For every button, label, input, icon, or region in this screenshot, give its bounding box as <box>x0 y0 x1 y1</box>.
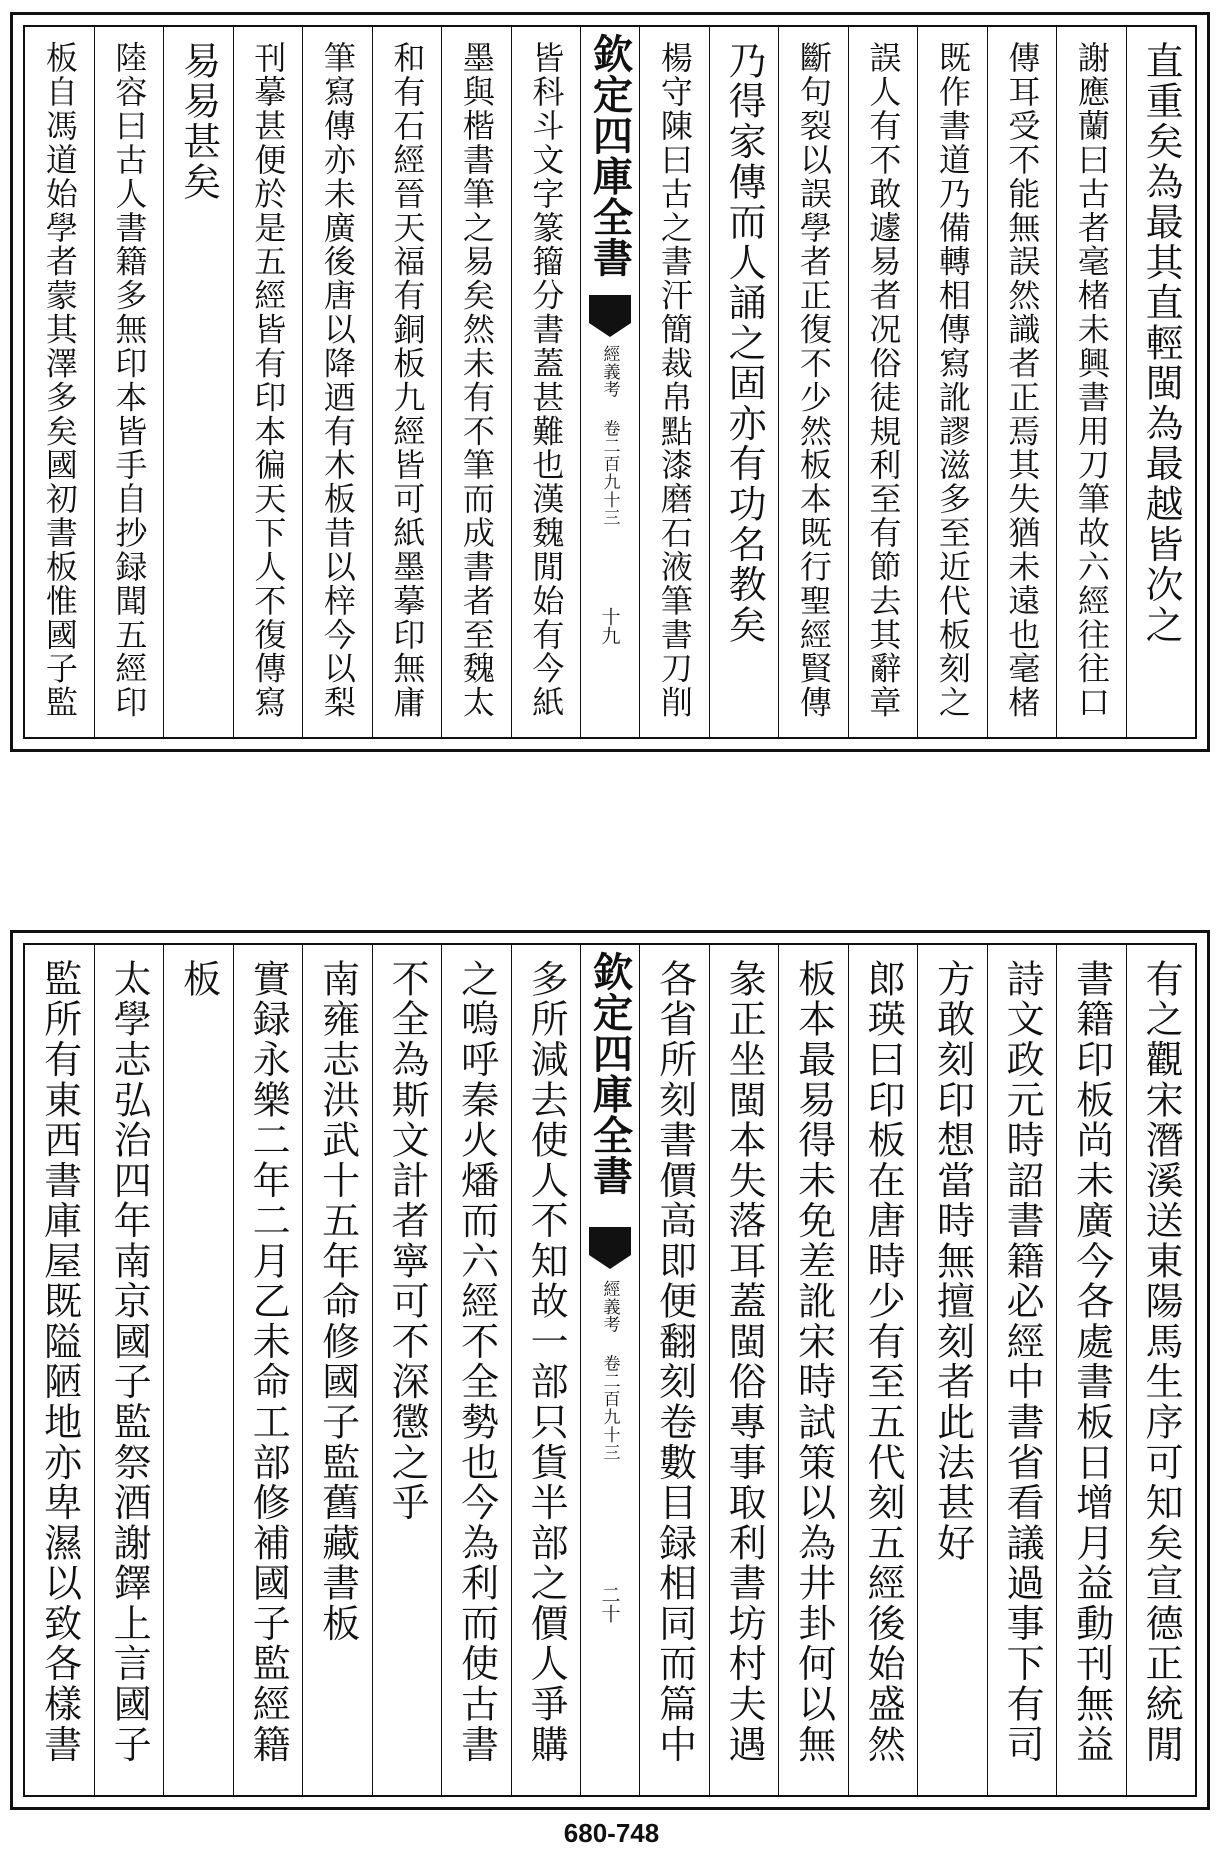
column-text: 墨與楷書筆之易矣然未有不筆而成書者至魏太 <box>457 41 496 720</box>
column-text: 板本最易得未免差訛宋時試策以為井卦何以無 <box>791 959 836 1765</box>
text-column <box>709 945 779 1795</box>
text-column <box>441 27 511 737</box>
text-column <box>302 27 372 737</box>
column-text: 傳耳受不能無誤然識者正焉其失猶未遠也毫楮 <box>1003 41 1042 720</box>
book-title: 欽定四庫全書 <box>586 33 634 278</box>
column-text: 彖正坐閩本失落耳蓋閩俗專事取利書坊村夫遇 <box>722 959 767 1765</box>
column-text: 刊摹甚便於是五經皆有印本徧天下人不復傳寫 <box>249 41 288 720</box>
text-column <box>639 27 709 737</box>
text-column <box>1126 945 1196 1795</box>
page-frame <box>23 943 1197 1797</box>
page-number: 十九 <box>598 607 621 645</box>
text-column <box>778 945 848 1795</box>
text-column <box>94 27 164 737</box>
column-text: 書籍印板尚未廣今各處書板日增月益動刊無益 <box>1069 959 1114 1765</box>
column-text: 太學志弘治四年南京國子監祭酒謝鐸上言國子 <box>107 959 152 1765</box>
text-column <box>511 945 581 1795</box>
page-bottom <box>10 930 1210 1810</box>
text-column <box>511 27 581 737</box>
column-text: 方敢刻印想當時無擅刻者此法甚好 <box>930 959 975 1564</box>
text-column <box>163 945 233 1795</box>
text-column <box>917 945 987 1795</box>
column-text: 南雍志洪武十五年命修國子監舊藏書板 <box>315 959 360 1644</box>
column-text: 和有石經晉天福有銅板九經皆可紙墨摹印無庸 <box>388 41 427 720</box>
text-column <box>987 27 1057 737</box>
center-fold <box>580 27 639 737</box>
text-column <box>94 945 164 1795</box>
text-column <box>1056 27 1126 737</box>
text-column <box>778 27 848 737</box>
center-fold <box>580 945 639 1795</box>
column-text: 乃得家傳而人誦之固亦有功名教矣 <box>722 41 767 646</box>
page-reference: 680-748 <box>563 1818 660 1848</box>
column-text: 陸容曰古人書籍多無印本皆手自抄録聞五經印 <box>110 41 149 720</box>
column-text: 既作書道乃備轉相傳寫訛謬滋多至近代板刻之 <box>933 41 972 720</box>
text-column <box>441 945 511 1795</box>
column-text: 斷句裂以誤學者正復不少然板本既行聖經賢傳 <box>794 41 833 720</box>
column-text: 郎瑛曰印板在唐時少有至五代刻五經後始盛然 <box>861 959 906 1765</box>
text-column <box>917 27 987 737</box>
text-column <box>1056 945 1126 1795</box>
text-columns <box>25 945 1195 1795</box>
text-column <box>848 27 918 737</box>
text-column <box>372 945 442 1795</box>
column-text: 板自馮道始學者蒙其澤多矣國初書板惟國子監 <box>40 41 79 720</box>
column-text: 謝應蘭曰古者毫楮未興書用刀筆故六經往往口 <box>1072 41 1111 720</box>
column-text: 各省所刻書價高即便翻刻卷數目録相同而篇中 <box>652 959 697 1765</box>
text-column <box>848 945 918 1795</box>
page-frame <box>23 25 1197 739</box>
column-text: 多所減去使人不知故一部只貨半部之價人爭購 <box>524 959 569 1765</box>
text-column <box>163 27 233 737</box>
column-text: 之嗚呼秦火燔而六經不全勢也今為利而使古書 <box>454 959 499 1765</box>
volume-label: 經義考 卷二百九十三 <box>599 345 620 527</box>
fishtail-mark <box>589 295 631 323</box>
page-top <box>10 12 1210 752</box>
column-text: 易易甚矣 <box>176 41 221 203</box>
text-column <box>233 945 303 1795</box>
column-text: 板 <box>176 959 221 1000</box>
page-number: 二十 <box>598 1585 621 1623</box>
column-text: 楊守陳曰古之書汗簡裁帛點漆磨石液筆書刀削 <box>655 41 694 720</box>
text-column <box>639 945 709 1795</box>
book-title: 欽定四庫全書 <box>586 951 634 1196</box>
column-text: 誤人有不敢遽易者况俗徒規利至有節去其辭章 <box>864 41 903 720</box>
text-columns <box>25 27 1195 737</box>
text-column <box>709 27 779 737</box>
volume-label: 經義考 卷二百九十三 <box>599 1280 620 1462</box>
column-text: 皆科斗文字篆籀分書蓋甚難也漢魏閒始有今紙 <box>527 41 566 720</box>
text-column <box>372 27 442 737</box>
column-text: 直重矣為最其直輕閩為最越皆次之 <box>1139 41 1184 646</box>
fishtail-mark <box>589 1227 631 1255</box>
column-text: 不全為斯文計者寧可不深懲之乎 <box>385 959 430 1523</box>
text-column <box>987 945 1057 1795</box>
column-text: 監所有東西書庫屋既隘陋地亦卑濕以致各樣書 <box>37 959 82 1765</box>
text-column <box>25 27 94 737</box>
column-text: 筆寫傳亦未廣後唐以降迺有木板昔以梓今以梨 <box>318 41 357 720</box>
text-column <box>25 945 94 1795</box>
column-text: 有之觀宋潛溪送東陽馬生序可知矣宣德正統閒 <box>1139 959 1184 1765</box>
text-column <box>302 945 372 1795</box>
column-text: 詩文政元時詔書籍必經中書省看議過事下有司 <box>1000 959 1045 1765</box>
column-text: 實録永樂二年二月乙未命工部修補國子監經籍 <box>246 959 291 1765</box>
text-column <box>233 27 303 737</box>
text-column <box>1126 27 1196 737</box>
